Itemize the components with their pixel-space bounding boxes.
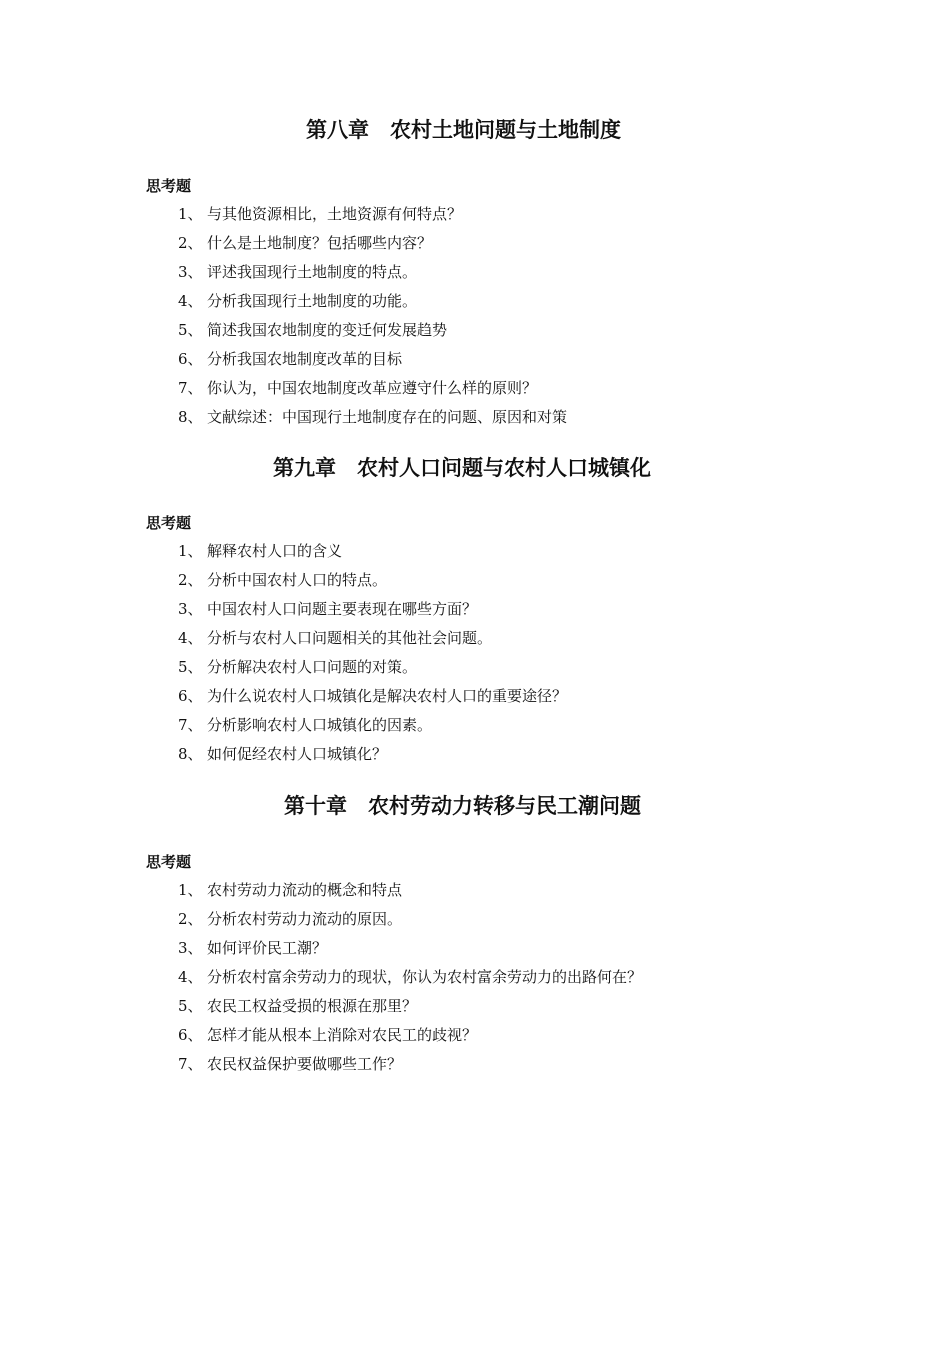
question-text: 分析我国现行土地制度的功能。 <box>207 292 418 310</box>
question-number: 3、 <box>178 939 203 957</box>
question-number: 1、 <box>178 205 203 223</box>
list-item <box>178 345 567 374</box>
list-item <box>178 876 642 905</box>
question-text: 中国农村人口问题主要表现在哪些方面？ <box>207 600 478 618</box>
question-text: 什么是土地制度？包括哪些内容？ <box>207 234 433 252</box>
list-item <box>178 374 567 403</box>
list-item <box>178 316 567 345</box>
question-number: 2、 <box>178 571 203 589</box>
list-item <box>178 403 567 432</box>
list-item <box>178 682 567 711</box>
question-number: 5、 <box>178 321 203 339</box>
question-number: 6、 <box>178 1026 203 1044</box>
question-number: 8、 <box>178 408 203 426</box>
question-number: 3、 <box>178 263 203 281</box>
list-item <box>178 595 567 624</box>
list-item <box>178 992 642 1021</box>
list-item <box>178 1050 642 1079</box>
question-text: 农村劳动力流动的概念和特点 <box>207 881 403 899</box>
list-item <box>178 566 567 595</box>
question-number: 3、 <box>178 600 203 618</box>
question-text: 与其他资源相比，土地资源有何特点？ <box>207 205 463 223</box>
chapter-title: 第九章 农村人口问题与农村人口城镇化 <box>273 456 651 480</box>
list-item <box>178 934 642 963</box>
question-number: 7、 <box>178 1055 203 1073</box>
list-item <box>178 624 567 653</box>
question-text: 解释农村人口的含义 <box>207 542 343 560</box>
section-label-thinking-questions: 思考题 <box>146 177 192 195</box>
question-text: 分析影响农村人口城镇化的因素。 <box>207 716 433 734</box>
question-number: 4、 <box>178 629 203 647</box>
question-text: 如何评价民工潮？ <box>207 939 328 957</box>
section-label-thinking-questions: 思考题 <box>146 853 192 871</box>
question-text: 分析解决农村人口问题的对策。 <box>207 658 418 676</box>
question-text: 分析农村劳动力流动的原因。 <box>207 910 403 928</box>
list-item <box>178 963 642 992</box>
question-text: 为什么说农村人口城镇化是解决农村人口的重要途径？ <box>207 687 568 705</box>
list-item <box>178 905 642 934</box>
chapter-title: 第八章 农村土地问题与土地制度 <box>306 118 621 142</box>
list-item <box>178 229 567 258</box>
question-text: 你认为，中国农地制度改革应遵守什么样的原则？ <box>207 379 538 397</box>
chapter-title: 第十章 农村劳动力转移与民工潮问题 <box>284 794 641 818</box>
question-list <box>178 537 567 769</box>
question-number: 1、 <box>178 881 203 899</box>
question-text: 评述我国现行土地制度的特点。 <box>207 263 418 281</box>
question-text: 文献综述：中国现行土地制度存在的问题、原因和对策 <box>207 408 568 426</box>
question-number: 2、 <box>178 910 203 928</box>
question-text: 分析农村富余劳动力的现状，你认为农村富余劳动力的出路何在？ <box>207 968 643 986</box>
list-item <box>178 258 567 287</box>
question-number: 5、 <box>178 658 203 676</box>
question-number: 1、 <box>178 542 203 560</box>
question-number: 7、 <box>178 379 203 397</box>
question-number: 6、 <box>178 687 203 705</box>
question-number: 8、 <box>178 745 203 763</box>
question-text: 怎样才能从根本上消除对农民工的歧视？ <box>207 1026 478 1044</box>
question-text: 简述我国农地制度的变迁何发展趋势 <box>207 321 448 339</box>
question-number: 4、 <box>178 292 203 310</box>
question-text: 分析与农村人口问题相关的其他社会问题。 <box>207 629 493 647</box>
question-number: 4、 <box>178 968 203 986</box>
question-list <box>178 200 567 432</box>
question-number: 7、 <box>178 716 203 734</box>
question-number: 2、 <box>178 234 203 252</box>
list-item <box>178 537 567 566</box>
list-item <box>178 653 567 682</box>
question-text: 农民工权益受损的根源在那里？ <box>207 997 418 1015</box>
list-item <box>178 1021 642 1050</box>
question-number: 6、 <box>178 350 203 368</box>
question-text: 分析中国农村人口的特点。 <box>207 571 388 589</box>
question-text: 农民权益保护要做哪些工作？ <box>207 1055 403 1073</box>
section-label-thinking-questions: 思考题 <box>146 514 192 532</box>
question-number: 5、 <box>178 997 203 1015</box>
list-item <box>178 200 567 229</box>
question-text: 分析我国农地制度改革的目标 <box>207 350 403 368</box>
question-list <box>178 876 642 1079</box>
list-item <box>178 287 567 316</box>
question-text: 如何促经农村人口城镇化？ <box>207 745 388 763</box>
list-item <box>178 711 567 740</box>
list-item <box>178 740 567 769</box>
